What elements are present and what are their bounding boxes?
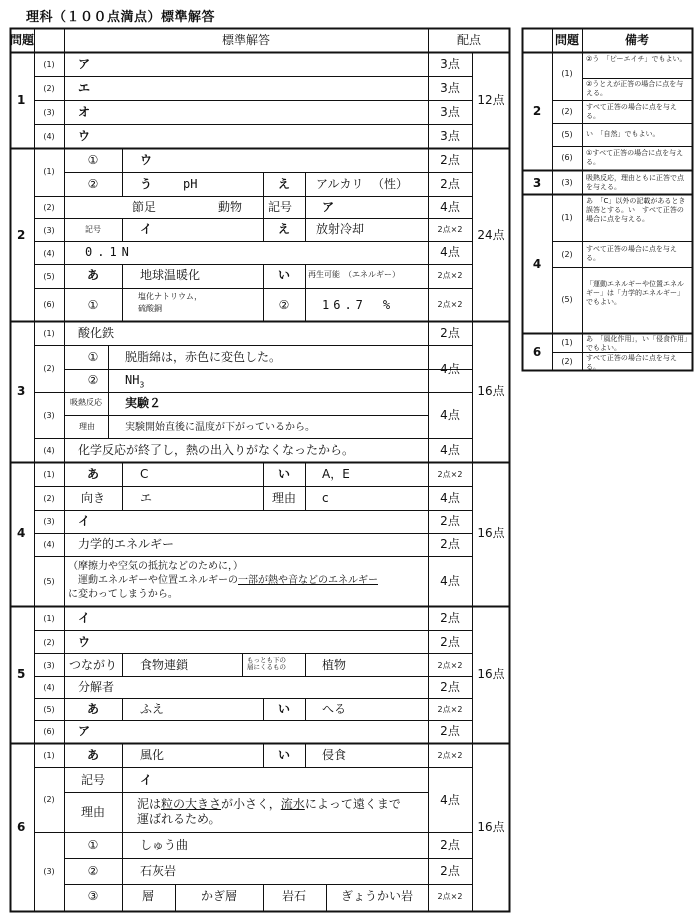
q6-3-3-ganseki: 岩石 — [281, 889, 307, 903]
q2-5-ondanka: 地球温暖化 — [140, 268, 201, 282]
sub-label: (4) — [43, 132, 55, 141]
points: 4点 — [440, 491, 460, 505]
q6-2-reason-line1: 泥は粒の大きさが小さく，流水によって遠くまで — [137, 797, 401, 811]
points: 4点 — [440, 245, 460, 259]
points: 4点 — [440, 443, 460, 457]
points: 3点 — [440, 81, 460, 95]
q6-2-riyuu: 理由 — [80, 805, 106, 819]
points: 2点 — [440, 680, 460, 694]
q6-2-kigou: 記号 — [80, 773, 106, 787]
note-2-6: ①すべて正答の場合に点を与える。 — [586, 149, 684, 166]
sub-label: (6) — [43, 300, 55, 309]
sub-label: (3) — [43, 108, 55, 117]
circled-1: ① — [87, 153, 99, 167]
q6-3-3-kagisou: かぎ層 — [200, 889, 238, 903]
q2-2-answer: ア — [322, 200, 335, 214]
header-mondai: 問題 — [9, 33, 35, 47]
q2-4-answer: 0.1N — [85, 245, 134, 259]
points: 2点 — [440, 514, 460, 528]
q3-total: 16点 — [477, 384, 505, 398]
q2-3-answer: イ — [140, 222, 153, 236]
q6-2-answer: イ — [140, 773, 153, 787]
sub-label: (4) — [43, 446, 55, 455]
notes-header-bikou: 備考 — [624, 33, 650, 47]
sub-label: (2) — [43, 494, 55, 503]
q2-2-doubutsu: 動物 — [218, 200, 243, 214]
q6-1-answer-a: 風化 — [140, 748, 165, 762]
points: 2点 — [440, 611, 460, 625]
sub-label: (3) — [43, 867, 55, 876]
q5-4-answer: 分解者 — [78, 680, 115, 694]
sub-label: (2) — [43, 638, 55, 647]
q5-5-answer-a: ふえ — [140, 702, 165, 716]
notes-sub: (1) — [561, 338, 573, 347]
q3-3-answer: 実験２ — [125, 396, 162, 410]
circled-1: ① — [87, 838, 99, 852]
sub-label: (1) — [43, 60, 55, 69]
q2-2-setsusoku: 節足 — [132, 200, 157, 214]
points: 4点 — [440, 408, 460, 422]
notes-sub: (1) — [561, 69, 573, 78]
points: 2点×2 — [437, 271, 463, 280]
q3-3-riyuu: 理由 — [79, 422, 95, 431]
notes-sub: (6) — [561, 153, 573, 162]
q6-number: 6 — [17, 820, 26, 834]
header-answer: 標準解答 — [221, 33, 271, 47]
q6-3-3-sou: 層 — [141, 889, 155, 903]
sub-label: (5) — [43, 577, 55, 586]
note-6-1: あ 「風化作用」，い「侵食作用」でもよい。 — [586, 335, 688, 352]
q5-3-answer: 食物連鎖 — [140, 658, 189, 672]
q4-2-muki: 向き — [80, 491, 106, 505]
notes-sub: (1) — [561, 213, 573, 222]
points: 2点 — [440, 326, 460, 340]
sub-label: (2) — [43, 364, 55, 373]
q4-1-answer-i: A，E — [322, 467, 350, 481]
notes-q2: 2 — [532, 104, 542, 118]
notes-sub: (5) — [561, 130, 573, 139]
points: 3点 — [440, 57, 460, 71]
q3-4-answer: 化学反応が終了し，熱の出入りがなくなったから。 — [78, 443, 355, 457]
q5-total: 16点 — [477, 667, 505, 681]
notes-header-mondai: 問題 — [554, 33, 580, 47]
sub-label: (2) — [43, 795, 55, 804]
q2-2-kigou: 記号 — [268, 200, 293, 214]
note-3-3: 吸熱反応，理由ともに正答で点を与える。 — [586, 174, 684, 191]
q5-2-answer: ウ — [78, 635, 91, 649]
sub-label: (1) — [43, 751, 55, 760]
q1-number: 1 — [17, 93, 26, 107]
sub-label: (5) — [43, 272, 55, 281]
circled-3: ③ — [87, 889, 99, 903]
q2-1-2-e: え — [277, 177, 291, 191]
q5-5-answer-i: へる — [322, 702, 347, 716]
header-haiten: 配点 — [456, 33, 482, 47]
q3-2-1-answer: 脱脂綿は，赤色に変色した。 — [125, 350, 282, 364]
q4-2-riyuu: 理由 — [271, 491, 297, 505]
points: 2点 — [440, 153, 460, 167]
q5-5-a: あ — [86, 702, 100, 716]
q4-5-line1: （摩擦力や空気の抵抗などのために，） — [68, 561, 243, 572]
q6-total: 16点 — [477, 820, 505, 834]
q5-6-answer: ア — [78, 724, 91, 738]
points: 3点 — [440, 129, 460, 143]
q1-total: 12点 — [477, 93, 505, 107]
q4-5-line2: 運動エネルギーや位置エネルギーの一部が熱や音などのエネルギー — [78, 575, 378, 586]
points: 2点 — [440, 724, 460, 738]
sub-label: (4) — [43, 683, 55, 692]
q4-1-i: い — [277, 467, 291, 481]
sub-label: (4) — [43, 540, 55, 549]
q6-3-3-gyoukaigan: ぎょうかい岩 — [340, 889, 414, 903]
q5-number: 5 — [17, 667, 26, 681]
note-4-2: すべて正答の場合に点を与える。 — [586, 245, 677, 262]
q2-5-a: あ — [86, 268, 100, 282]
note-4-1: あ 「C」以外の記載があるとき誤答とする。い すべて正答の場合に点を与える。 — [586, 197, 686, 223]
q2-5-i: い — [277, 268, 291, 282]
q4-4-answer: 力学的エネルギー — [78, 537, 175, 551]
q1-answer-2: エ — [78, 81, 91, 95]
q2-1-2-sei: （性） — [372, 177, 409, 191]
q6-3-2-answer: 石灰岩 — [140, 864, 177, 878]
q6-1-answer-i: 侵食 — [322, 748, 347, 762]
sub-label: (3) — [43, 411, 55, 420]
q5-3-tsunagari: つながり — [68, 658, 118, 672]
sub-label: (2) — [43, 203, 55, 212]
points: 2点 — [440, 838, 460, 852]
q2-1-2-u: う — [140, 177, 153, 191]
note-4-5: 「運動エネルギーや位置エネルギー」は「力学的エネルギー」でもよい。 — [586, 280, 684, 306]
q3-2-2-answer: $NH_3$ — [125, 373, 145, 390]
q3-3-label: 吸熱反応 — [70, 398, 102, 407]
q4-number: 4 — [17, 526, 26, 540]
q2-6-1-line2: 硫酸銅 — [138, 304, 162, 313]
points: 2点×2 — [437, 751, 463, 760]
circled-2: ② — [278, 298, 290, 312]
q6-3-1-answer: しゅう曲 — [140, 838, 189, 852]
sub-label: (4) — [43, 249, 55, 258]
q2-3-houshareikyaku: 放射冷却 — [316, 222, 365, 236]
sub-label: (1) — [43, 329, 55, 338]
q2-1-1-answer: ウ — [140, 153, 153, 167]
points: 2点 — [440, 177, 460, 191]
note-2-2: すべて正答の場合に点を与える。 — [586, 103, 677, 120]
points: 4点 — [440, 574, 460, 588]
q2-total: 24点 — [477, 228, 505, 242]
notes-sub: (2) — [561, 357, 573, 366]
notes-sub: (3) — [561, 178, 573, 187]
q5-1-answer: イ — [78, 611, 91, 625]
points: 4点 — [440, 362, 460, 376]
q2-3-e: え — [277, 222, 291, 236]
q3-number: 3 — [17, 384, 26, 398]
q5-3-label: もっとも下の 層にくるもの — [247, 656, 286, 672]
q4-2-reason: c — [322, 491, 329, 505]
q4-2-answer: エ — [140, 491, 153, 505]
q3-3-reason: 実験開始直後に温度が下がっているから。 — [125, 422, 315, 433]
q2-5-saisei: 再生可能 （エネルギー） — [308, 270, 400, 279]
points: 2点×2 — [437, 300, 463, 309]
sub-label: (1) — [43, 167, 55, 176]
q1-answer-3: オ — [78, 105, 91, 119]
sub-label: (6) — [43, 727, 55, 736]
q2-1-2-ph: pH — [183, 177, 198, 191]
circled-2: ② — [87, 864, 99, 878]
q2-6-1-line1: 塩化ナトリウム， — [138, 292, 203, 301]
q4-1-answer-a: C — [140, 467, 149, 481]
q1-answer-1: ア — [78, 57, 91, 71]
circled-2: ② — [87, 177, 99, 191]
q5-5-i: い — [277, 702, 291, 716]
q4-1-a: あ — [86, 467, 100, 481]
circled-1: ① — [87, 298, 99, 312]
note-2-1a: ②う 「ピーエイチ」でもよい。 — [586, 55, 687, 63]
points: 2点 — [440, 635, 460, 649]
points: 4点 — [440, 793, 460, 807]
sub-label: (1) — [43, 470, 55, 479]
q6-1-i: い — [277, 748, 291, 762]
sub-label: (2) — [43, 84, 55, 93]
notes-sub: (2) — [561, 107, 573, 116]
q2-6-2-answer: 16.7 % — [322, 298, 395, 312]
points: 4点 — [440, 200, 460, 214]
q1-answer-4: ウ — [78, 129, 91, 143]
q6-1-a: あ — [86, 748, 100, 762]
points: 2点×2 — [437, 225, 463, 234]
points: 3点 — [440, 105, 460, 119]
note-2-1b: ②うとえが正答の場合に点を与える。 — [586, 80, 684, 97]
note-6-2: すべて正答の場合に点を与える。 — [586, 354, 677, 371]
notes-q6: 6 — [532, 345, 542, 359]
page-title: 理科（１００点満点）標準解答 — [26, 10, 216, 25]
q2-1-2-alkali: アルカリ — [316, 177, 364, 191]
q6-2-reason-line2: 運ばれるため。 — [137, 812, 221, 826]
notes-q3: 3 — [532, 176, 542, 190]
q2-3-kigou: 記号 — [85, 225, 101, 234]
sub-label: (5) — [43, 705, 55, 714]
q4-total: 16点 — [477, 526, 505, 540]
sub-label: (3) — [43, 661, 55, 670]
points: 2点×2 — [437, 705, 463, 714]
points: 2点×2 — [437, 661, 463, 670]
q4-5-line3: に変わってしまうから。 — [68, 589, 178, 600]
notes-sub: (2) — [561, 250, 573, 259]
points: 2点×2 — [437, 892, 463, 901]
points: 2点 — [440, 864, 460, 878]
note-2-5: い 「自然」でもよい。 — [586, 130, 660, 138]
q3-1-answer: 酸化鉄 — [78, 326, 115, 340]
notes-q4: 4 — [532, 257, 542, 271]
circled-2: ② — [87, 373, 99, 387]
sub-label: (3) — [43, 517, 55, 526]
circled-1: ① — [87, 350, 99, 364]
points: 2点 — [440, 537, 460, 551]
notes-sub: (5) — [561, 295, 573, 304]
points: 2点×2 — [437, 470, 463, 479]
sub-label: (1) — [43, 614, 55, 623]
sub-label: (3) — [43, 226, 55, 235]
q2-number: 2 — [17, 228, 26, 242]
q5-3-answer-2: 植物 — [322, 658, 347, 672]
q4-3-answer: イ — [78, 514, 91, 528]
